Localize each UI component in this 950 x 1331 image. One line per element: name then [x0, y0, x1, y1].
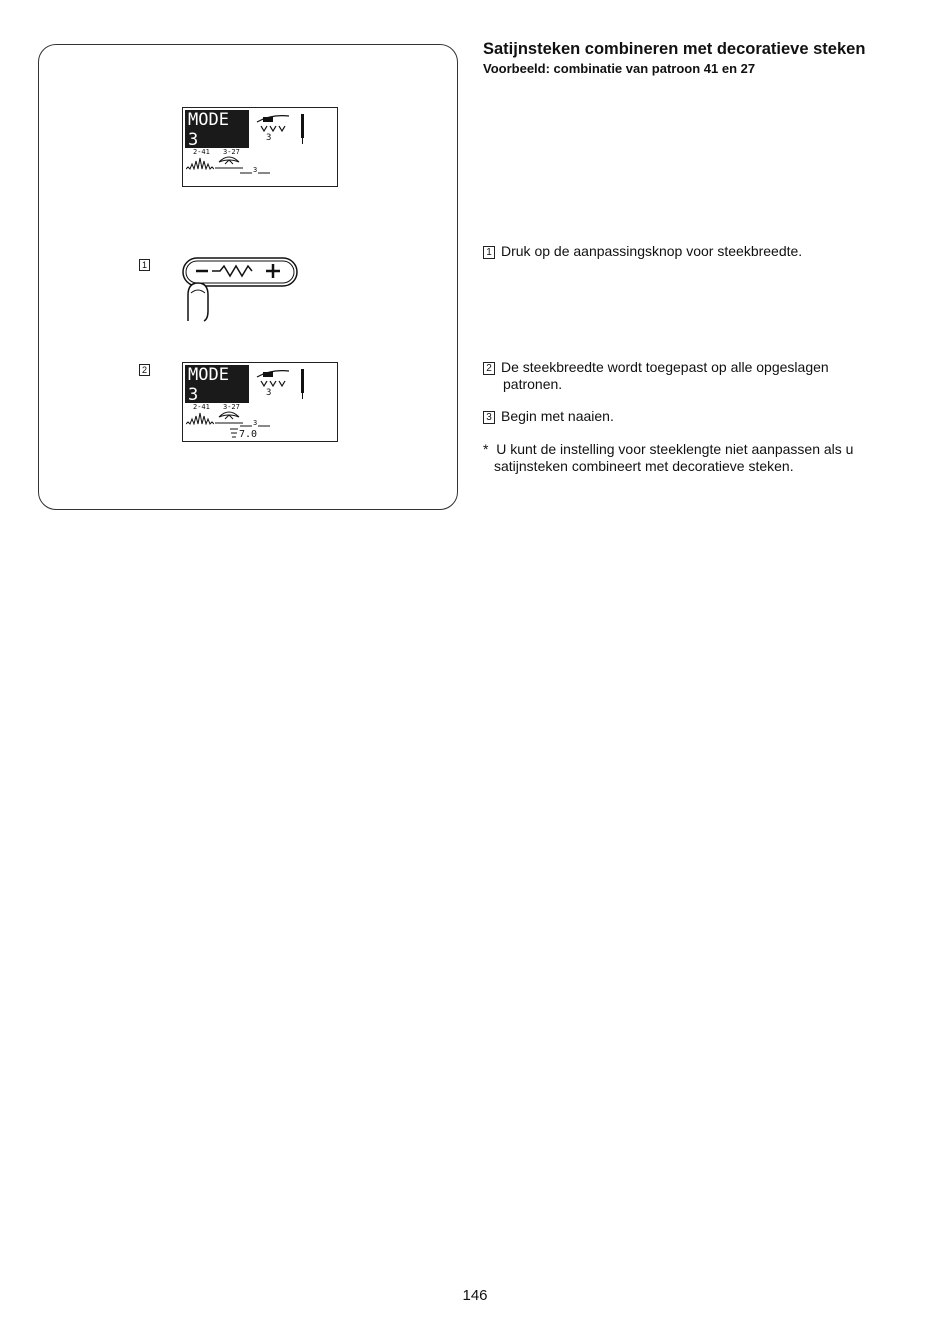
- step-1: [483, 243, 802, 260]
- presser-foot-icon: [253, 112, 293, 138]
- lcd-display-top: [182, 107, 338, 187]
- stitch-width-button-illustration: [182, 255, 302, 325]
- step-3: [483, 408, 614, 425]
- page-number: 146: [462, 1287, 488, 1304]
- lcd-mode-label: MODE 3: [185, 110, 249, 148]
- step-text-continued: patronen.: [503, 376, 563, 392]
- decorative-stitch-icon: [215, 409, 243, 425]
- section-heading: Satijnsteken combineren met decoratieve steken: [483, 40, 866, 58]
- presser-foot-icon: [253, 367, 293, 393]
- step-marker-1: 1: [139, 259, 150, 271]
- lcd-pattern-b: 3-27: [223, 403, 240, 411]
- step-number: 3: [483, 411, 495, 424]
- step-text: Druk op de aanpassingsknop voor steekbreedte.: [501, 243, 803, 259]
- lcd-foot-value: 3: [266, 133, 272, 143]
- section-subheading: Voorbeeld: combinatie van patroon 41 en 27: [483, 61, 756, 76]
- lcd-mode-label: MODE 3: [185, 365, 249, 403]
- lcd-tension-value: 3: [253, 419, 258, 427]
- note: [483, 441, 853, 475]
- step-number: 1: [483, 246, 495, 259]
- note-text: U kunt de instelling voor steeklengte niet aanpassen als u: [496, 441, 854, 457]
- lcd-pattern-b: 3-27: [223, 148, 240, 156]
- step-marker-2: 2: [139, 364, 150, 376]
- illustration-panel: [38, 44, 458, 510]
- note-marker: *: [483, 441, 489, 457]
- lcd-tension-value: 3: [253, 166, 258, 174]
- step-text: De steekbreedte wordt toegepast op alle opgeslagen: [501, 359, 829, 375]
- step-2: [483, 359, 829, 393]
- step-number: 2: [483, 362, 495, 375]
- lcd-pattern-a: 2-41: [193, 403, 210, 411]
- note-text-continued: satijnsteken combineert met decoratieve steken.: [494, 458, 794, 474]
- step-text: Begin met naaien.: [501, 408, 614, 424]
- satin-stitch-icon: [186, 156, 214, 170]
- width-icon: [230, 427, 238, 439]
- lcd-foot-value: 3: [266, 388, 272, 398]
- lcd-display-bottom: [182, 362, 338, 442]
- needle-icon: [299, 369, 307, 399]
- satin-stitch-icon: [186, 411, 214, 425]
- lcd-width-value: 7.0: [239, 429, 258, 440]
- needle-icon: [299, 114, 307, 144]
- decorative-stitch-icon: [215, 154, 243, 170]
- lcd-pattern-a: 2-41: [193, 148, 210, 156]
